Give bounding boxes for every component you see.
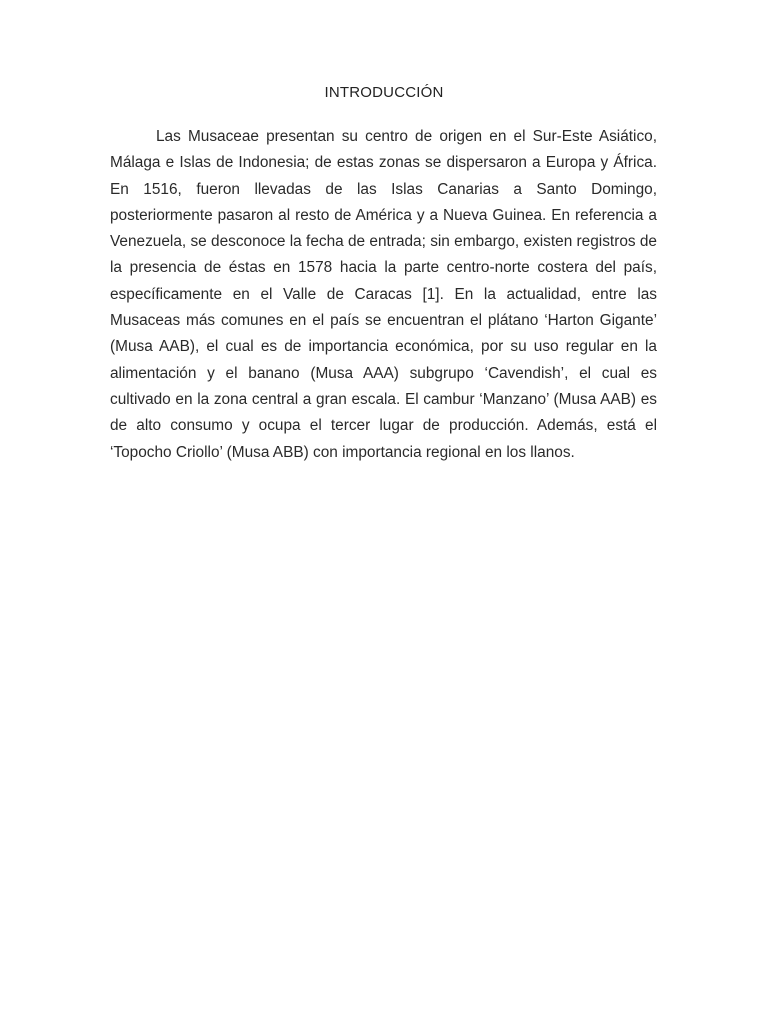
body-paragraph: Las Musaceae presentan su centro de origen en el Sur-Este Asiático, Málaga e Islas de Indonesia; de estas zonas se dispersaron a Europa y África. En 1516, fueron llevadas de las Islas Canarias a Santo Domingo, posteriormente pasaron al resto de América y a Nueva Guinea. En referencia a Venezuela, se desconoce la fecha de entrada; sin embargo, existen registros de la presencia de éstas en 1578 hacia la parte centro-norte costera del país, específicamente en el Valle de Caracas [1]. En la actualidad, entre las Musaceas más comunes en el país se encuentran el plátano ‘Harton Gigante’ (Musa AAB), el cual es de importancia económica, por su uso regular en la alimentación y el banano (Musa AAA) subgrupo ‘Cavendish’, el cual es cultivado en la zona central a gran escala. El cambur ‘Manzano’ (Musa AAB) es de alto consumo y ocupa el tercer lugar de producción. Además, está el ‘Topocho Criollo’ (Musa ABB) con importancia regional en los llanos. (110, 128, 657, 461)
section-heading: INTRODUCCIÓN (324, 84, 444, 101)
